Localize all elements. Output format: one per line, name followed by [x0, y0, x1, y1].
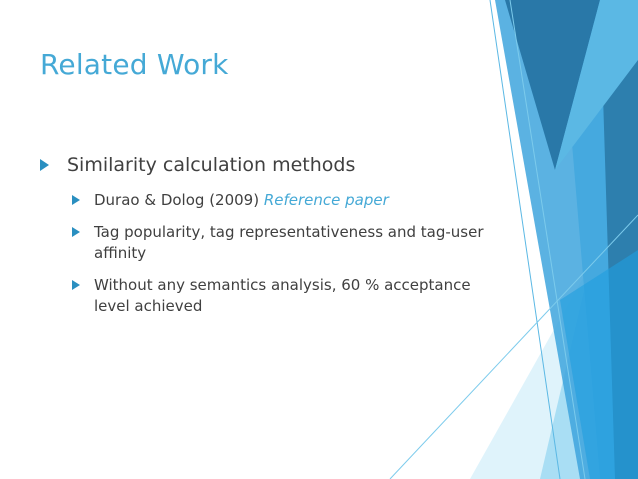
bullet-similarity-methods [40, 152, 355, 178]
triangle-arrow-icon [72, 227, 80, 237]
bullet-text: Similarity calculation methods [67, 154, 356, 176]
reference-paper-link[interactable]: Reference paper [263, 191, 389, 209]
triangle-arrow-icon [40, 159, 49, 171]
triangle-arrow-icon [72, 195, 80, 205]
bullet-text: Durao & Dolog (2009) [94, 191, 260, 209]
bullet-tag-popularity [72, 222, 492, 264]
bullet-durao-dolog [72, 190, 492, 211]
bullet-semantics-analysis [72, 275, 492, 317]
bullet-content [94, 190, 389, 211]
bullet-text: Tag popularity, tag representativeness and tag-user affinity [94, 223, 484, 262]
triangle-arrow-icon [72, 280, 80, 290]
bullet-text: Without any semantics analysis, 60 % acceptance level achieved [94, 276, 471, 315]
slide-title: Related Work [40, 48, 229, 81]
